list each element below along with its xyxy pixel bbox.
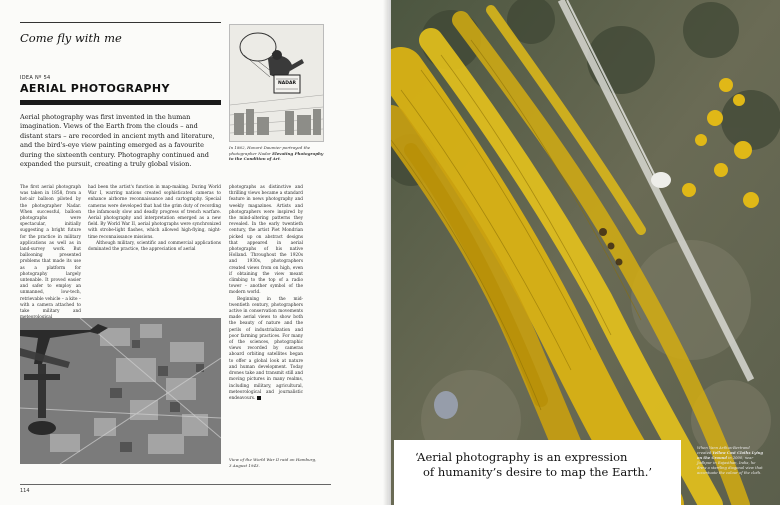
basket-lettering: NADAR bbox=[278, 81, 296, 86]
hamburg-aerial-photo bbox=[20, 318, 221, 464]
photo-caption-end: in 2000, near Jodhpur in Rajasthan, India, he drew a startling diagonal view that accentuate the colour of the cloth. bbox=[697, 456, 763, 475]
pull-quote-line-1: ‘Aerial photography is an expression bbox=[415, 450, 628, 464]
end-mark-icon bbox=[257, 396, 261, 400]
caption-end: . bbox=[279, 156, 282, 162]
body-paragraph bbox=[229, 297, 303, 402]
top-rule bbox=[20, 22, 221, 23]
hamburg-aerial-photo-graphic bbox=[20, 318, 221, 464]
photo-caption bbox=[697, 446, 765, 476]
page-number: 114 bbox=[20, 488, 30, 494]
photo-caption-lead: When Yann Arthus-Bertrand created bbox=[697, 446, 750, 455]
body-paragraph: photographs as distinctive and thrilling views became a standard feature in news photography and weekly magazines. Artists and photographers were inspired by the mind-altering patterns they revealed. In the early twentieth century, the artist Piet Mondrian picked up on abstract designs that appeared in aerial photographs of his native Holland. Throughout the 1920s and 1930s, photographers created views from on high, even if obtaining the view meant climbing to the top of a radio tower – another symbol of the modern world. bbox=[229, 185, 303, 296]
pull-quote-line-2: of humanity’s desire to map the Earth.’ bbox=[423, 465, 653, 479]
body-paragraph: The first aerial photograph was taken in 1858, from a hot-air balloon piloted by the photographer Nadar. When successful, balloon photographs were spectacular, initially suggesting a bright future for the practice in military applications as well as in land-survey work. But ballooning presented problems that made its use as a platform for photography largely untenable. It proved easier and safer to employ an unmanned, low-tech, retrievable vehicle – a kite – with a camera attached to take military and bbox=[20, 185, 81, 315]
title-bar bbox=[20, 100, 221, 105]
pull-quote bbox=[415, 450, 677, 480]
body-column-2 bbox=[88, 185, 221, 253]
intro-paragraph: Aerial photography was first invented in the human imagination. Views of the Earth from the clouds – and distant stars – are recorded in ancient myth and literature, and the bird's-eye view painting emerged as a favourite during the sixteenth century. Photography continued and expanded the pursuit, creating a truly global vision. bbox=[20, 113, 215, 169]
body-paragraph: had been the artist's function in map-making. During World War I, warring nations created sophisticated cameras to enhance airborne reconnaissance and cartography. Special cameras were developed that had the grim duty of recording the infamously slow and deadly progress of trench warfare. Aerial photography and interpretation emerged as a new field. By World War II, aerial photographs were synchronized with strobe-light flashes, which allowed high-flying, night-time reconnaissance missions. bbox=[88, 185, 221, 240]
caption-lead: In 1862, Honoré Daumier portrayed the photographer Nadar bbox=[229, 145, 311, 156]
caption-artwork-title: Elevating Photography to the Condition of Art bbox=[229, 150, 324, 162]
bottom-rule bbox=[20, 484, 331, 485]
section-kicker: Come fly with me bbox=[20, 31, 122, 45]
article-title: AERIAL PHOTOGRAPHY bbox=[20, 82, 170, 95]
yellow-cloth-aerial-photo bbox=[391, 0, 780, 505]
yellow-cloth-aerial-photo-graphic bbox=[391, 0, 780, 505]
hamburg-caption: View of the World War II raid on Hamburg, 3 August 1943. bbox=[229, 457, 317, 468]
body-paragraph: Although military, scientific and commercial applications dominated the practice, the appreciation of aerial bbox=[88, 240, 221, 253]
body-column-3 bbox=[229, 185, 303, 402]
page-gutter bbox=[383, 0, 391, 505]
balloon-caption bbox=[229, 145, 325, 162]
idea-label: IDEA Nº 54 bbox=[20, 75, 51, 81]
body-paragraph-text: Beginning in the mid-twentieth century, photographers active in conservation movements made aerial views to show both the beauty of nature and the perils of industrialization and poor farming practices. For many of the sciences, photographic views recorded by cameras aboard orbiting satellites began to offer a global look at nature and human development. Today drones take and transmit still and moving pictures in many realms, including military, agricultural, meteorological and journalistic endeavours. bbox=[229, 296, 303, 401]
balloon-illustration bbox=[229, 24, 324, 142]
photo-caption-artwork-title: Yellow Cast Cloths Lying on the Ground bbox=[697, 451, 763, 460]
